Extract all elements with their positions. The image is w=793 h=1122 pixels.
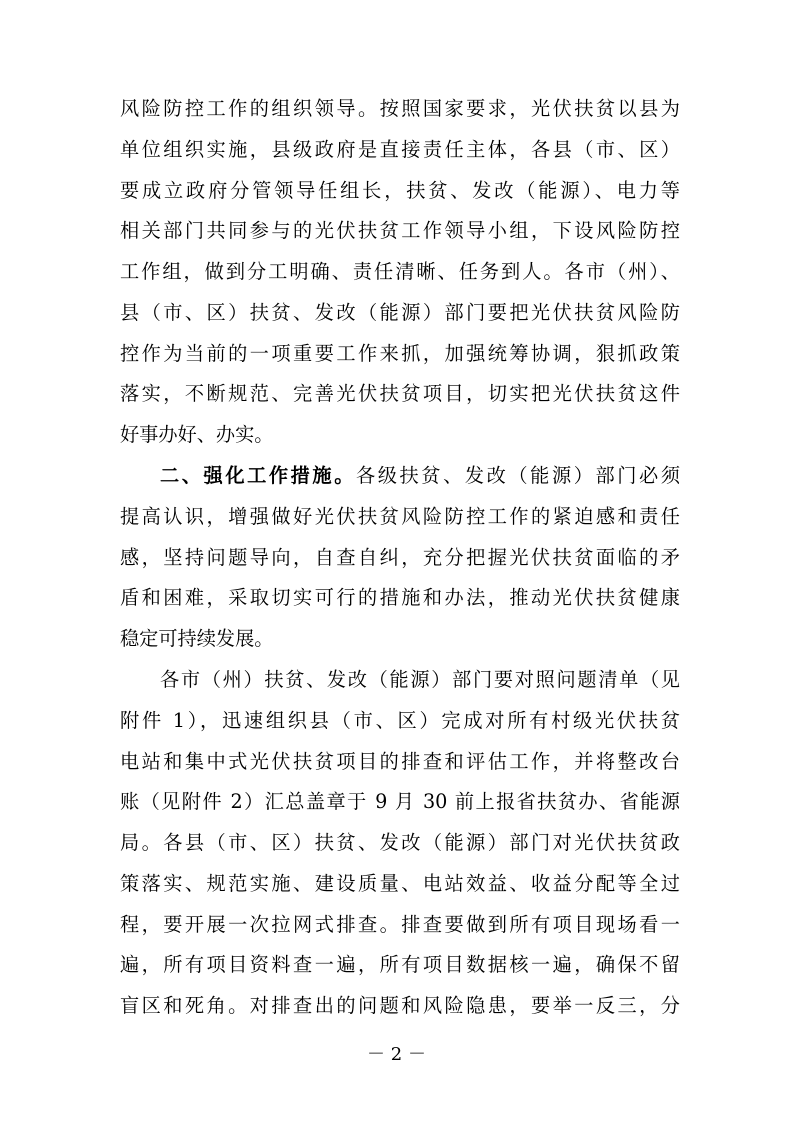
section-heading: 二、强化工作措施。	[160, 464, 356, 488]
body-text-line: 落实，不断规范、完善光伏扶贫项目，切实把光伏扶贫这件	[120, 382, 680, 406]
body-text-line: 电站和集中式光伏扶贫项目的排查和评估工作，并将整改台	[120, 749, 680, 773]
page-number: － 2 －	[367, 1044, 426, 1065]
body-text-line: 账（见附件 2）汇总盖章于 9 月 30 前上报省扶贫办、省能源	[120, 790, 680, 814]
body-text-line: 要成立政府分管领导任组长，扶贫、发改（能源）、电力等	[120, 178, 680, 202]
body-text-line: 策落实、规范实施、建设质量、电站效益、收益分配等全过	[120, 871, 680, 895]
body-text-line: 附件 1），迅速组织县（市、区）完成对所有村级光伏扶贫	[120, 708, 680, 732]
body-text-line: 风险防控工作的组织领导。按照国家要求，光伏扶贫以县为	[120, 97, 680, 120]
body-text-line: 相关部门共同参与的光伏扶贫工作领导小组，下设风险防控	[120, 219, 680, 243]
body-text-line: 遍，所有项目资料查一遍，所有项目数据核一遍，确保不留	[120, 953, 680, 977]
body-text-line: 控作为当前的一项重要工作来抓，加强统筹协调，狠抓政策	[120, 341, 680, 365]
body-text-line: 盲区和死角。对排查出的问题和风险隐患，要举一反三，分	[120, 994, 680, 1018]
body-text-line: 盾和困难，采取切实可行的措施和办法，推动光伏扶贫健康	[120, 586, 680, 610]
body-text-line: 感，坚持问题导向，自查自纠，充分把握光伏扶贫面临的矛	[120, 545, 680, 569]
body-text-line: 好事办好、办实。	[120, 423, 274, 447]
body-text-line: 工作组，做到分工明确、责任清晰、任务到人。各市（州）、	[120, 260, 680, 284]
body-text-line: 各市（州）扶贫、发改（能源）部门要对照问题清单（见	[160, 667, 680, 691]
body-text-span: 各级扶贫、发改（能源）部门必须	[355, 464, 681, 488]
body-text-line: 提高认识，增强做好光伏扶贫风险防控工作的紧迫感和责任	[120, 504, 680, 528]
body-text-line: 稳定可持续发展。	[120, 627, 274, 651]
body-text-line: 县（市、区）扶贫、发改（能源）部门要把光伏扶贫风险防	[120, 300, 680, 324]
body-text-line: 局。各县（市、区）扶贫、发改（能源）部门对光伏扶贫政	[120, 831, 680, 855]
body-text-line: 程，要开展一次拉网式排查。排查要做到所有项目现场看一	[120, 912, 680, 936]
section-heading-line	[160, 459, 680, 493]
body-text-line: 单位组织实施，县级政府是直接责任主体，各县（市、区）	[120, 137, 680, 161]
